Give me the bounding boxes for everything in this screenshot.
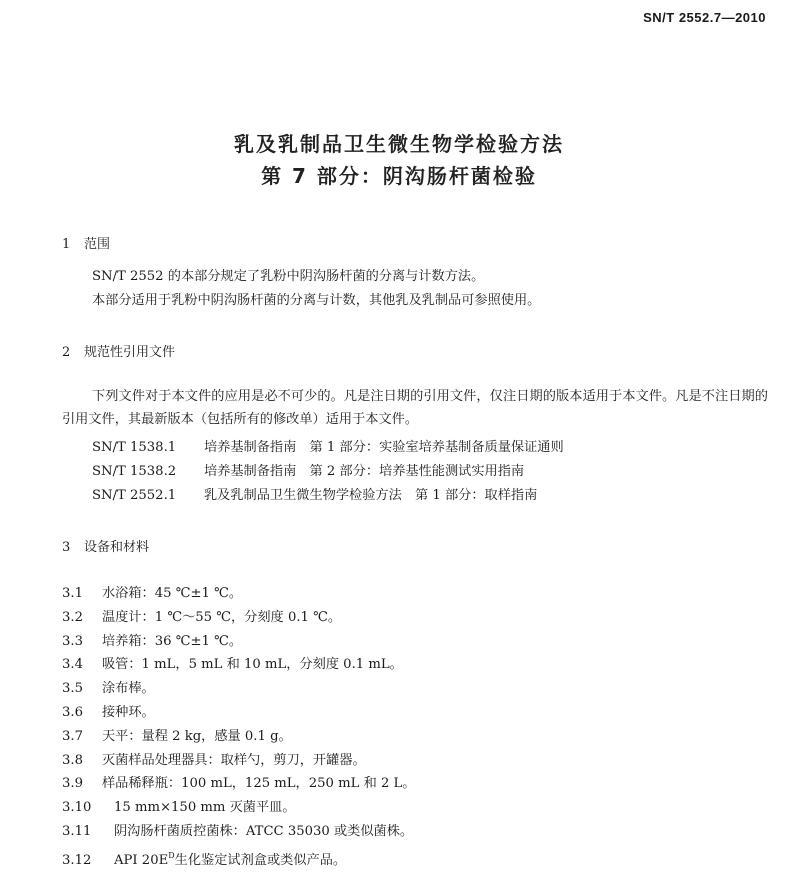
equipment-item [62,701,415,725]
reference-item [92,460,564,484]
item-text: 接种环。 [102,704,155,720]
item-number: 3.3 [62,633,83,649]
item-text: 样品稀释瓶：100 mL，125 mL，250 mL 和 2 L。 [102,776,416,792]
equipment-item [62,844,415,873]
reference-code: SN/T 1538.2 [92,464,177,479]
title-line-1: 乳及乳制品卫生微生物学检验方法 [234,132,564,156]
document-title [0,128,798,192]
standard-code: SN/T 2552.7—2010 [643,10,766,25]
section-number: 3 [62,540,71,555]
section-title: 设备和材料 [84,540,150,555]
item-text: 温度计：1 ℃～55 ℃，分刻度 0.1 ℃。 [102,609,342,625]
scope-paragraph-2: 本部分适用于乳粉中阴沟肠杆菌的分离与计数，其他乳及乳制品可参照使用。 [92,293,541,308]
item-text-superscript: D [168,850,175,860]
reference-item [92,484,564,508]
item-number: 3.2 [62,609,83,625]
equipment-item [62,749,415,773]
equipment-item [62,820,415,844]
section-heading-normative-references [62,343,175,363]
reference-title: 培养基制备指南 第 1 部分：实验室培养基制备质量保证通则 [204,440,564,455]
equipment-list [62,582,415,873]
reference-code: SN/T 2552.1 [92,488,177,503]
equipment-item [62,630,415,654]
item-number: 3.11 [62,823,92,839]
item-text: 吸管：1 mL，5 mL 和 10 mL，分刻度 0.1 mL。 [102,657,403,673]
equipment-item [62,653,415,677]
equipment-item [62,582,415,606]
equipment-item [62,772,415,796]
section-heading-scope [62,235,110,255]
section-heading-equipment [62,538,149,558]
item-number: 3.1 [62,586,83,601]
item-number: 3.6 [62,704,83,720]
scope-paragraph-1: SN/T 2552 的本部分规定了乳粉中阴沟肠杆菌的分离与计数方法。 [92,269,485,284]
title-line-2: 第 7 部分：阴沟肠杆菌检验 [261,164,537,188]
reference-title: 培养基制备指南 第 2 部分：培养基性能测试实用指南 [204,464,525,479]
reference-code: SN/T 1538.1 [92,440,177,455]
equipment-item [62,725,415,749]
section-number: 1 [62,237,71,252]
section-number: 2 [62,345,71,360]
item-number: 3.8 [62,752,83,768]
item-number: 3.12 [62,852,92,868]
item-text-suffix: 生化鉴定试剂盒或类似产品。 [174,852,347,868]
item-text: 涂布棒。 [102,681,155,697]
reference-title: 乳及乳制品卫生微生物学检验方法 第 1 部分：取样指南 [204,488,538,503]
section-title: 范围 [84,237,111,252]
reference-list [92,436,564,508]
item-text: 水浴箱：45 ℃±1 ℃。 [102,586,243,601]
item-number: 3.9 [62,776,83,792]
item-number: 3.10 [62,800,92,816]
reference-item [92,436,564,460]
equipment-item [62,606,415,630]
item-number: 3.5 [62,681,83,697]
item-text: 培养箱：36 ℃±1 ℃。 [102,633,243,649]
item-text: 阴沟肠杆菌质控菌株：ATCC 35030 或类似菌株。 [114,823,414,839]
item-text: 灭菌样品处理器具：取样勺，剪刀，开罐器。 [102,752,366,768]
normative-references-intro: 下列文件对于本文件的应用是必不可少的。凡是注日期的引用文件，仅注日期的版本适用于本文件。凡是不注日期的引用文件，其最新版本（包括所有的修改单）适用于本文件。 [62,389,768,427]
item-number: 3.4 [62,657,83,673]
equipment-item [62,796,415,820]
section-title: 规范性引用文件 [84,345,176,360]
item-number: 3.7 [62,728,83,744]
item-text: 15 mm×150 mm 灭菌平皿。 [114,800,296,816]
equipment-item [62,677,415,701]
item-text-prefix: API 20E [114,852,169,868]
item-text: 天平：量程 2 kg，感量 0.1 g。 [102,728,292,744]
